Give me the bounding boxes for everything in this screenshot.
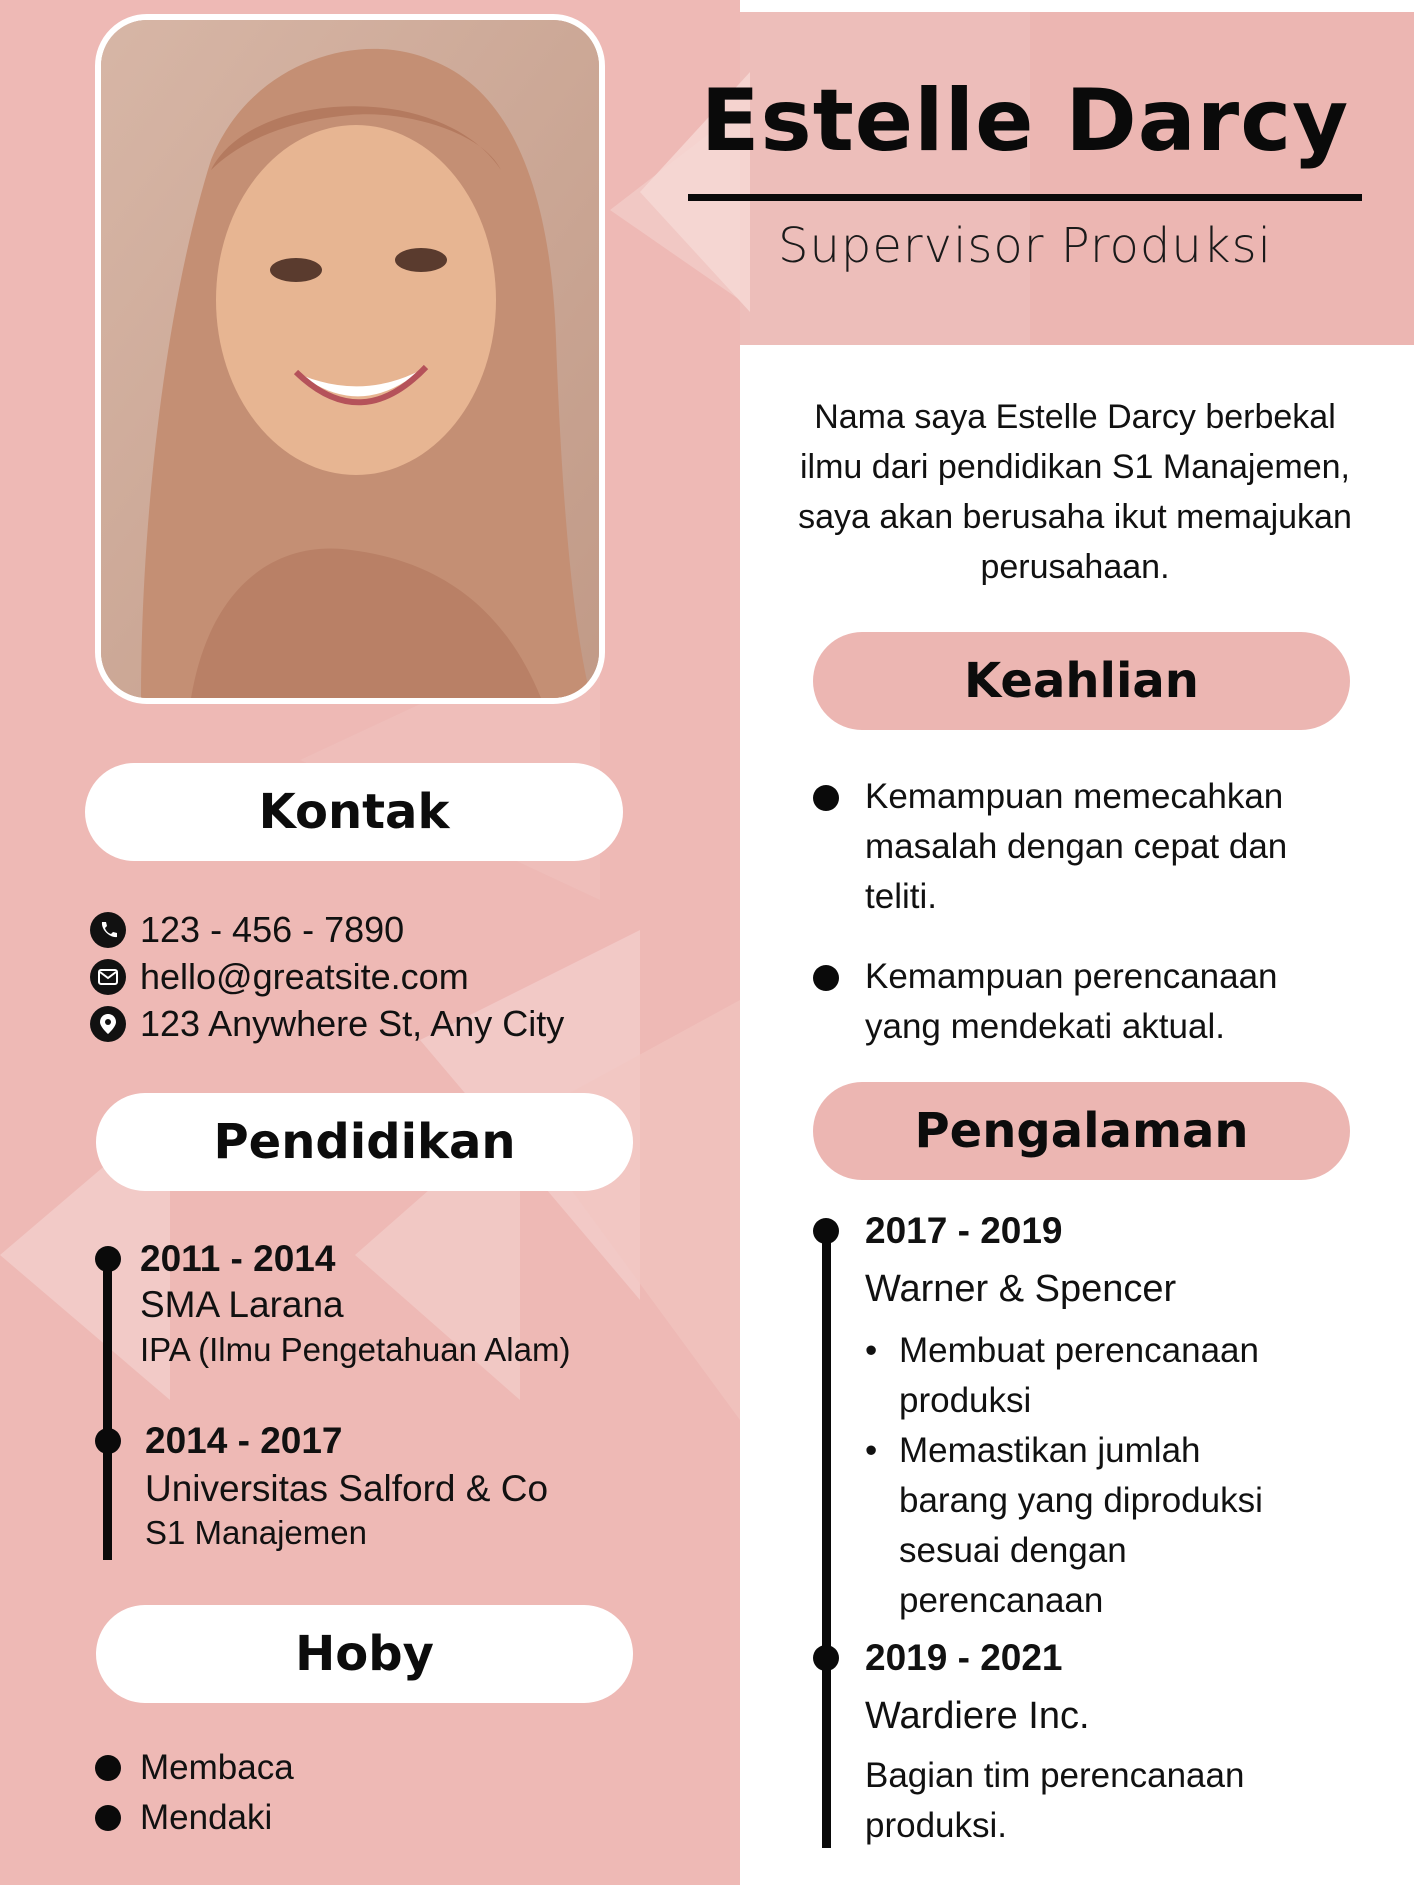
hobby-heading: Hoby	[96, 1605, 633, 1703]
hobby-bullet-1	[95, 1755, 121, 1781]
education-major-1: IPA (Ilmu Pengetahuan Alam)	[140, 1331, 571, 1368]
contact-address	[90, 1002, 564, 1046]
experience-point: • Membuat perencanaan produksi	[865, 1326, 1310, 1426]
location-icon	[90, 1006, 126, 1042]
contact-email-text: hello@greatsite.com	[140, 956, 469, 997]
email-icon	[90, 959, 126, 995]
experience-point: • Memastikan jumlah barang yang diproduksi sesuai dengan perencanaan	[865, 1426, 1310, 1626]
experience-years-2: 2019 - 2021	[865, 1637, 1063, 1678]
hobby-item-2: Mendaki	[140, 1798, 273, 1837]
hobby-item-1: Membaca	[140, 1748, 294, 1787]
contact-email	[90, 955, 469, 999]
header-triangle-decoration	[640, 12, 750, 345]
header-band	[740, 12, 1414, 345]
hobby-bullet-2	[95, 1805, 121, 1831]
name-divider	[688, 194, 1362, 201]
education-major-2: S1 Manajemen	[145, 1514, 367, 1551]
education-school-1: SMA Larana	[140, 1284, 344, 1325]
skill-bullet-1	[813, 785, 839, 811]
skill-item-2: Kemampuan perencanaan yang mendekati aktual.	[865, 957, 1278, 1046]
contact-phone	[90, 908, 404, 952]
profile-photo	[95, 14, 605, 704]
experience-dot-2	[813, 1645, 839, 1671]
education-dot-2	[95, 1428, 121, 1454]
profile-summary: Nama saya Estelle Darcy berbekal ilmu dari pendidikan S1 Manajemen, saya akan berusaha ikut memajukan perusahaan.	[798, 398, 1352, 586]
phone-icon	[90, 912, 126, 948]
skill-item-1: Kemampuan memecahkan masalah dengan cepat dan teliti.	[865, 777, 1288, 916]
experience-points-1	[865, 1326, 1310, 1626]
experience-years-1: 2017 - 2019	[865, 1210, 1063, 1251]
experience-timeline	[822, 1228, 831, 1848]
education-dot-1	[95, 1246, 121, 1272]
contact-phone-text: 123 - 456 - 7890	[140, 909, 405, 950]
contact-heading: Kontak	[85, 763, 623, 861]
education-years-1: 2011 - 2014	[140, 1238, 336, 1279]
skills-heading: Keahlian	[813, 632, 1350, 730]
education-heading: Pendidikan	[96, 1093, 633, 1191]
candidate-name: Estelle Darcy	[700, 71, 1350, 171]
candidate-role: Supervisor Produksi	[778, 218, 1272, 274]
experience-dot-1	[813, 1218, 839, 1244]
skill-bullet-2	[813, 965, 839, 991]
experience-company-2: Wardiere Inc.	[865, 1695, 1090, 1737]
header-decoration	[740, 12, 1414, 345]
education-school-2: Universitas Salford & Co	[145, 1468, 549, 1509]
education-timeline	[103, 1248, 112, 1560]
education-years-2: 2014 - 2017	[145, 1420, 343, 1461]
contact-address-text: 123 Anywhere St, Any City	[140, 1003, 565, 1044]
experience-description-2: Bagian tim perencanaan produksi.	[865, 1756, 1245, 1845]
experience-company-1: Warner & Spencer	[865, 1268, 1177, 1310]
experience-heading: Pengalaman	[813, 1082, 1350, 1180]
